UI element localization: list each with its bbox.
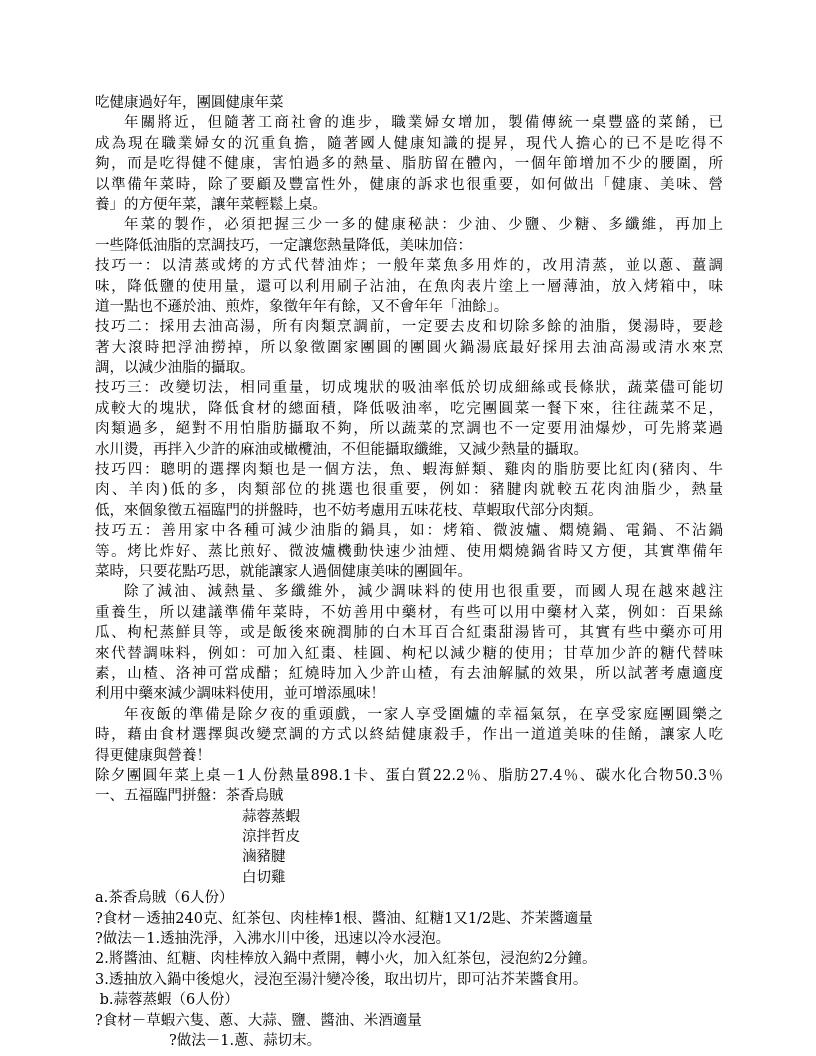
tip-5 <box>95 521 723 582</box>
tip-line: 技巧二：採用去油高湯，所有肉類烹調前，一定要去皮和切除多餘的油脂，煲湯時，要趁 <box>95 319 723 336</box>
article-text <box>95 93 723 1051</box>
tip-line: 味，降低鹽的使用量，還可以利用刷子沾油，在魚肉表片塗上一層薄油，放入烤箱中，味 <box>95 278 723 295</box>
tip-line: 低，來個象徵五福臨門的拼盤時，也不妨考慮用五味花枝、草蝦取代部分肉類。 <box>95 502 603 519</box>
herbs-line: 利用中藥來減少調味料使用，並可增添風味！ <box>95 686 385 703</box>
platter-item: 涼拌哲皮 <box>242 829 300 846</box>
intro-line: 夠，而是吃得健不健康，害怕過多的熱量、脂肪留在體內，一個年節增加不少的腰圍，所 <box>95 156 723 173</box>
secrets-line: 一些降低油脂的烹調技巧，一定讓您熱量降低，美味加倍： <box>95 237 472 254</box>
tip-line: 調，以減少油脂的攝取。 <box>95 360 255 377</box>
tip-line: 技巧三：改變切法，相同重量，切成塊狀的吸油率低於切成細絲或長條狀，蔬菜儘可能切 <box>95 380 723 397</box>
tip-2 <box>95 317 723 378</box>
recipe-b <box>95 990 723 1051</box>
platter-row <box>95 786 723 806</box>
recipe-step: ?做法－1.透抽洗淨，入沸水川中後，迅速以冷水浸泡。 <box>95 931 451 948</box>
platter-item: 蒜蓉蒸蝦 <box>242 808 300 825</box>
intro-line: 養」的方便年菜，讓年菜輕鬆上桌。 <box>95 196 327 213</box>
tip-line: 水川燙，再拌入少許的麻油或橄欖油，不但能攝取纖維，又減少熱量的攝取。 <box>95 441 588 458</box>
recipe-ingredients: ?食材－草蝦六隻、蔥、大蒜、鹽、醬油、米酒適量 <box>95 1012 422 1029</box>
intro-paragraph <box>95 113 723 215</box>
herbs-line: 除了減油、減熱量、多纖維外，減少調味料的使用也很重要，而國人現在越來越注 <box>124 584 723 601</box>
tip-line: 著大滾時把浮油撈掉，所以象徵圍家團圓的團圓火鍋湯底最好採用去油高湯或清水來烹 <box>95 339 723 356</box>
nutrition-summary: 除夕團圓年菜上桌－1人份熱量898.1卡、蛋白質22.2％、脂肪27.4％、碳水化合物50.3％ <box>95 767 723 784</box>
platter-list <box>95 786 723 888</box>
secrets-paragraph <box>95 215 723 256</box>
intro-line: 成為現在職業婦女的沉重負擔，隨著國人健康知識的提昇，現代人擔心的已不是吃得不 <box>95 135 723 152</box>
tip-line: 成較大的塊狀，降低食材的總面積，降低吸油率，吃完團圓菜一餐下來，往往蔬菜不足， <box>95 400 723 417</box>
recipe-ingredients: ?食材－透抽240克、紅茶包、肉桂棒1根、醬油、紅糖1又1/2匙、芥茉醬適量 <box>95 910 593 927</box>
recipe-step: 3.透抽放入鍋中後熄火，浸泡至湯汁變冷後，取出切片，即可沾芥茉醬食用。 <box>95 971 588 988</box>
closing-line: 得更健康與營養！ <box>95 747 211 764</box>
recipe-step: ?做法－1.蔥、蒜切末。 <box>169 1032 322 1049</box>
platter-label: 一、五福臨門拼盤： <box>95 788 226 805</box>
closing-line: 年夜飯的準備是除夕夜的重頭戲，一家人享受圍爐的幸福氣氛，在享受家庭團圓樂之 <box>124 706 723 723</box>
platter-item: 白切雞 <box>242 869 286 886</box>
recipe-step: 2.將醬油、紅糖、肉桂棒放入鍋中煮開，轉小火，加入紅茶包，浸泡約2分鐘。 <box>95 951 597 968</box>
secrets-line: 年菜的製作，必須把握三少一多的健康秘訣：少油、少鹽、少糖、多纖維，再加上 <box>124 217 723 234</box>
herbs-paragraph <box>95 582 723 704</box>
tip-4 <box>95 460 723 521</box>
tip-line: 等。烤比炸好、蒸比煎好、微波爐機動快速少油煙、使用燜燒鍋省時又方便，其實準備年 <box>95 543 723 560</box>
intro-line: 年關將近，但隨著工商社會的進步，職業婦女增加，製備傳統一桌豐盛的菜餚，已 <box>124 115 723 132</box>
recipe-title: a.茶香烏賊（6人份） <box>95 890 234 907</box>
herbs-line: 來代替調味料，例如：可加入紅棗、桂圓、枸杞以減少糖的使用；甘草加少許的糖代替味 <box>95 645 723 662</box>
tip-line: 肉類過多，絕對不用怕脂肪攝取不夠，所以蔬菜的烹調也不一定要用油爆炒，可先將菜過 <box>95 421 723 438</box>
tip-3 <box>95 378 723 460</box>
intro-line: 以準備年菜時，除了要顧及豐富性外，健康的訴求也很重要，如何做出「健康、美味、營 <box>95 176 723 193</box>
herbs-line: 重養生，所以建議準備年菜時，不妨善用中藥材，有些可以用中藥材入菜，例如：百果絲 <box>95 604 723 621</box>
platter-item: 茶香烏賊 <box>225 788 284 805</box>
tip-line: 技巧一：以清蒸或烤的方式代替油炸；一般年菜魚多用炸的，改用清蒸，並以蔥、薑調 <box>95 258 723 275</box>
tip-line: 技巧四：聰明的選擇肉類也是一個方法，魚、蝦海鮮類、雞肉的脂肪要比紅肉(豬肉、牛 <box>95 462 723 479</box>
closing-line: 時，藉由食材選擇與改變烹調的方式以終結健康殺手，作出一道道美味的佳餚，讓家人吃 <box>95 727 723 744</box>
article-title: 吃健康過好年，團圓健康年菜 <box>95 95 284 111</box>
herbs-line: 素，山楂、洛神可當成醋；紅燒時加入少許山楂，有去油解膩的效果，所以試著考慮適度 <box>95 665 723 682</box>
herbs-line: 瓜、枸杞蒸鮮貝等，或是飯後來碗潤肺的白木耳百合紅棗甜湯皆可，其實有些中藥亦可用 <box>95 625 723 642</box>
tip-line: 道一點也不遜於油、煎炸，象徵年年有餘，又不會年年「油餘」。 <box>95 298 509 315</box>
tip-1 <box>95 256 723 317</box>
platter-item: 滷豬腱 <box>242 849 286 866</box>
recipe-a <box>95 888 723 990</box>
tip-line: 肉、羊肉)低的多，肉類部位的挑選也很重要，例如：豬腱肉就較五花肉油脂少，熱量 <box>95 482 723 499</box>
tip-line: 技巧五：善用家中各種可減少油脂的鍋具，如：烤箱、微波爐、燜燒鍋、電鍋、不沾鍋 <box>95 523 723 540</box>
recipe-title: b.蒜蓉蒸蝦（6人份） <box>95 992 239 1009</box>
closing-paragraph <box>95 705 723 766</box>
tip-line: 菜時，只要花點巧思，就能讓家人過個健康美味的團圓年。 <box>95 563 472 580</box>
